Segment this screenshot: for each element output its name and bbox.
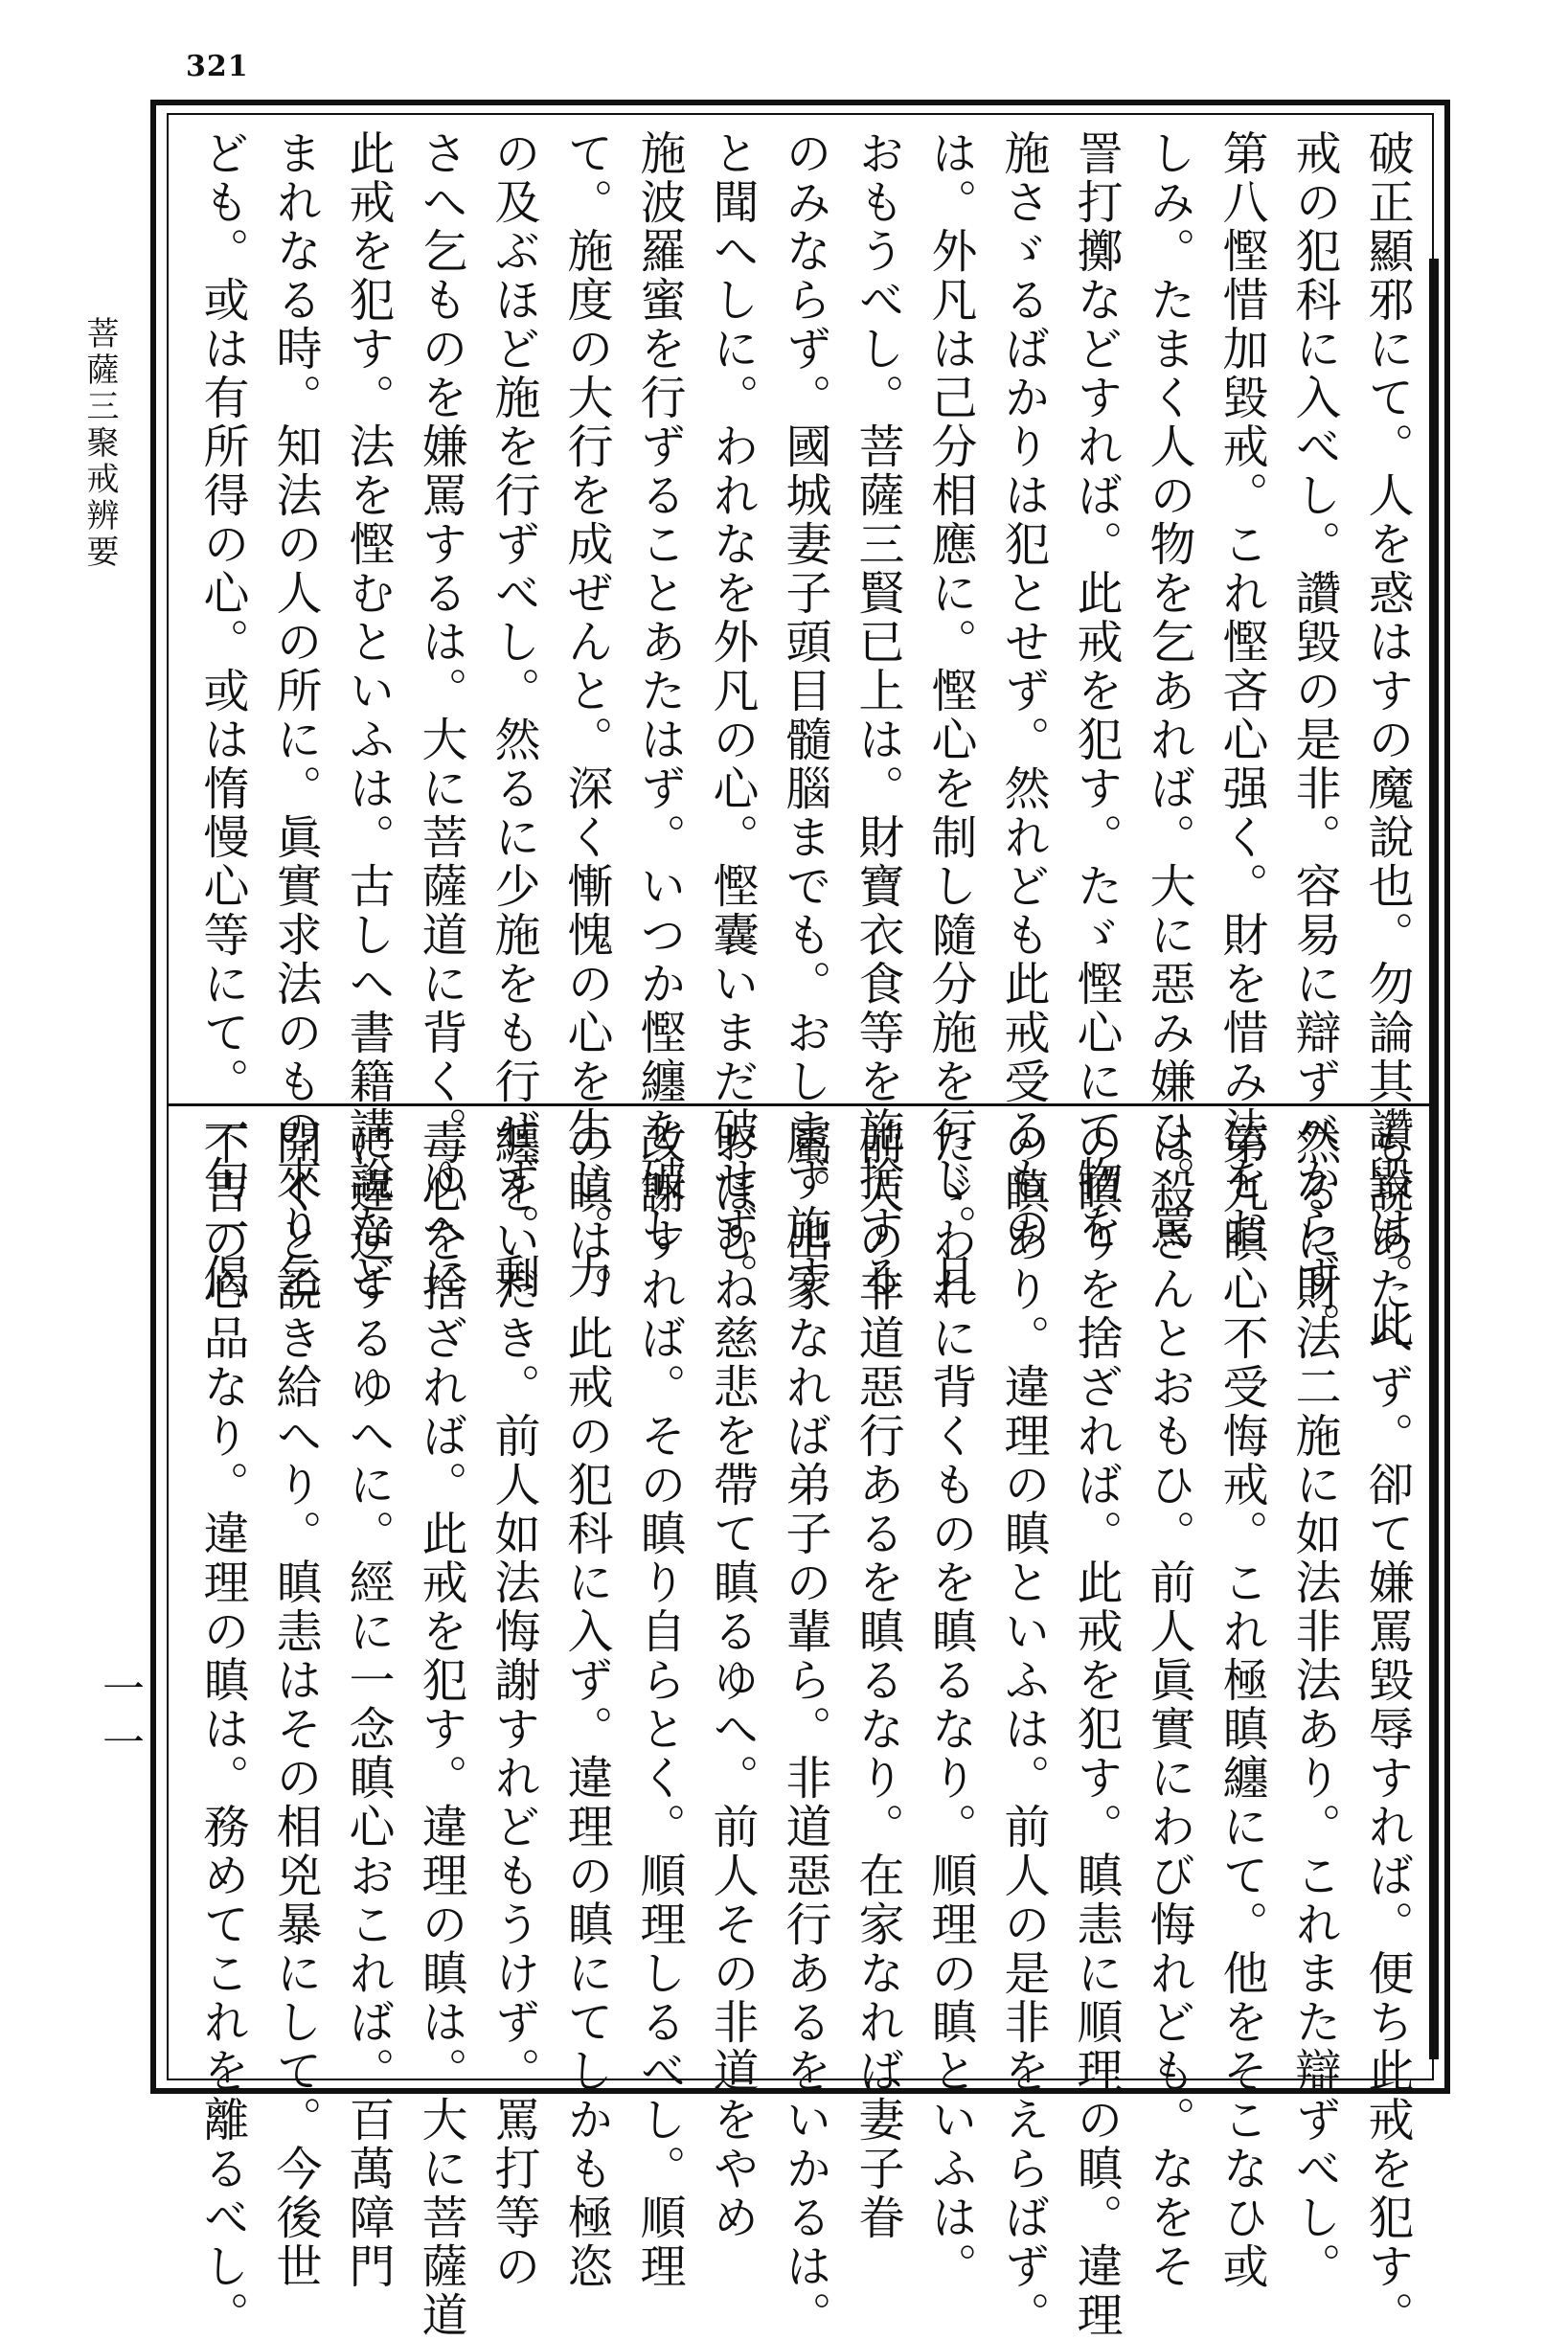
text-column: まれなる時。知法の人の所に。眞實求法のもの來り乞 [268, 129, 322, 1302]
text-column: 破正顯邪にて。人を惑はすの魔說也。勿論其讚毀は。此 [1360, 129, 1414, 1351]
text-column: 毒心を捨ざれば。此戒を犯す。違理の瞋は。大に菩薩道 [414, 1119, 467, 2340]
text-column: おほむね慈悲を帶て瞋るゆへ。前人その非道をやめ [705, 1119, 759, 2242]
upper-text-block [182, 129, 1418, 1351]
text-column: も說あたへず。卻て嫌罵毀辱すれば。便ち此戒を犯す。 [1360, 1119, 1414, 2340]
text-column: は。外凡は己分相應に。慳心を制し隨分施を行じ。且 [923, 129, 977, 1302]
text-column: たゞわれに背くものを瞋るなり。順理の瞋といふは。 [923, 1119, 977, 2291]
page-number: 321 [186, 50, 249, 83]
frame-right-rule [1429, 259, 1439, 2059]
text-column: の及ぶほど施を行ずべし。然るに少施をも行ぜず。剰 [487, 129, 540, 1302]
text-column: 施波羅蜜を行ずることあたはず。いつか慳纏を破し [632, 129, 686, 1253]
text-column: 纏をいだき。前人如法悔謝すれどもうけず。罵打等の [487, 1119, 540, 2291]
text-column: しみ。たまく人の物を乞あれば。大に惡み嫌ひ。罵 [1142, 129, 1195, 1253]
text-column: ども。或は有所得の心。或は惰慢心等にて。一句一偈 [195, 129, 249, 1302]
text-column: 施さゞるばかりは犯とせず。然れども此戒受るもの [996, 129, 1050, 1253]
lower-text-block [182, 1119, 1418, 2340]
text-column: 戒の犯科に入べし。讚毀の是非。容易に辯ずべからず。 [1287, 129, 1341, 1351]
text-column: さへ乞ものを嫌罵するは。大に菩薩道に背く。ゆへに [414, 129, 467, 1302]
text-column: 第八慳惜加毀戒。これ慳吝心强く。財を惜み法をお [1215, 129, 1268, 1253]
text-column: 屬。出家なれば弟子の輩ら。非道惡行あるをいかるは。 [778, 1119, 831, 2340]
text-column: 開くと說き給へり。瞋恚はその相兇暴にして。今後世 [268, 1119, 322, 2291]
text-column: 第九瞋心不受悔戒。これ極瞋纏にて。他をそこなひ或 [1215, 1119, 1268, 2291]
text-column: 此戒を犯す。法を慳むといふは。古しへ書籍講說など [341, 129, 395, 1302]
folio-number: 一一 [95, 1667, 144, 1774]
text-column: 詈打擲などすれば。此戒を犯す。たゞ慳心にて物を [1069, 129, 1123, 1253]
text-column: おもうべし。菩薩三賢已上は。財寶衣食等を施捨する [851, 129, 904, 1302]
text-column: のみならず。國城妻子頭目髓腦までも。おしまず施す [778, 129, 831, 1302]
text-column: の瞋は。此戒の犯科に入ず。違理の瞋にてしかも極恣 [559, 1119, 613, 2291]
text-column: は殺さんとおもひ。前人眞實にわび悔れども。なをそ [1142, 1119, 1195, 2291]
running-title: 菩薩三聚戒辨要 [80, 316, 119, 571]
text-column: に違逆するゆへに。經に一念瞋心おこれば。百萬障門 [341, 1119, 395, 2291]
text-column: て。施度の大行を成ぜんと。深く慚愧の心を生じ。力 [559, 129, 613, 1302]
text-column: と聞へしに。われなを外凡の心。慳囊いまだ破せず。 [705, 129, 759, 1302]
text-column: の瞋あり。違理の瞋といふは。前人の是非をえらばず。 [996, 1119, 1050, 2340]
text-column: の瞋りを捨ざれば。此戒を犯す。瞋恚に順理の瞋。違理 [1069, 1119, 1123, 2340]
text-column: 然るに財法二施に如法非法あり。これまた辯ずべし。 [1287, 1119, 1341, 2291]
text-column: 不吉の心品なり。違理の瞋は。務めてこれを離るべし。 [195, 1119, 249, 2340]
text-column: 改謝すれば。その瞋り自らとく。順理しるべし。順理 [632, 1119, 686, 2291]
text-column: 前人の非道惡行あるを瞋るなり。在家なれば妻子眷 [851, 1119, 904, 2242]
